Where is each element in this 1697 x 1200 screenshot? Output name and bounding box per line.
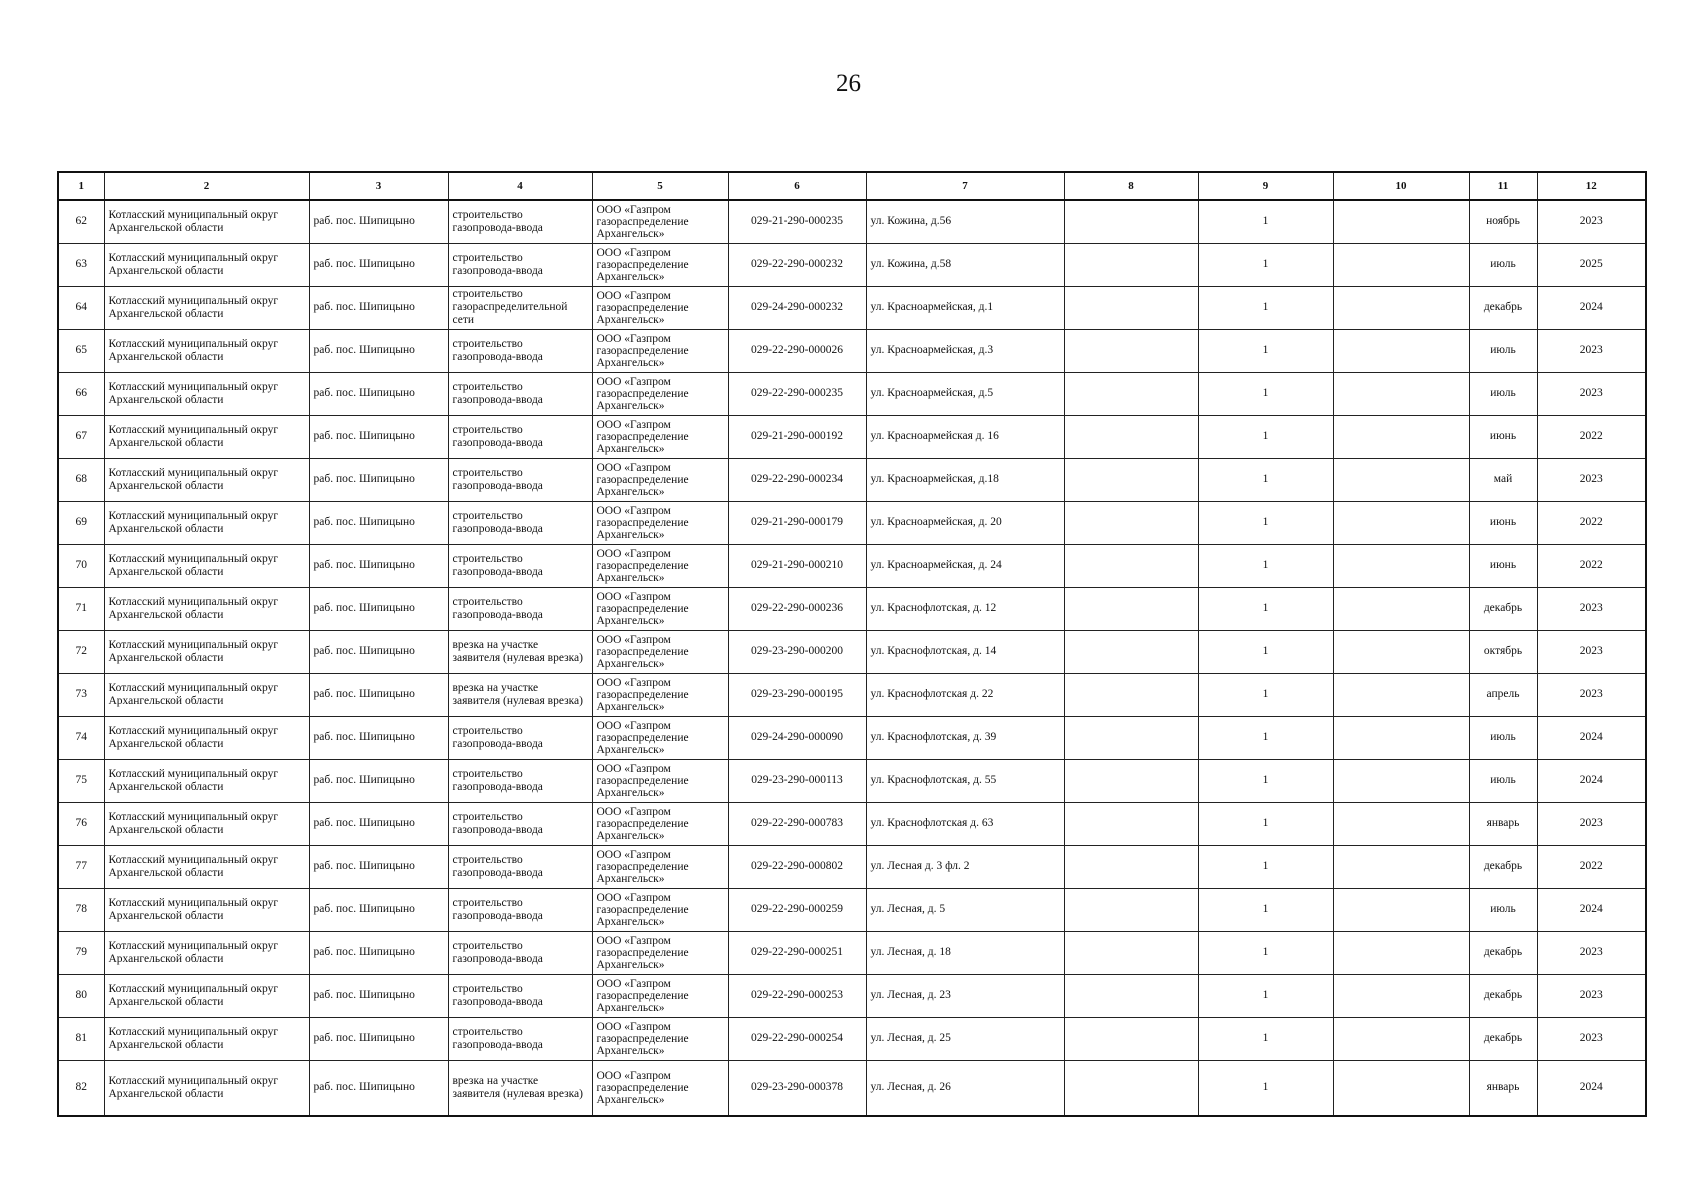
table-cell-col-7: ул. Краснофлотская д. 22	[866, 673, 1064, 716]
table-cell-col-4: строительство газопровода-ввода	[448, 802, 592, 845]
table-cell-col-4: врезка на участке заявителя (нулевая врезка)	[448, 1060, 592, 1116]
table-cell-col-8	[1064, 415, 1198, 458]
table-cell-col-4: строительство газопровода-ввода	[448, 329, 592, 372]
table-cell-col-5: ООО «Газпром газораспределение Архангельск»	[592, 1060, 728, 1116]
table-cell-col-9: 1	[1198, 931, 1333, 974]
table-cell-col-12: 2024	[1537, 888, 1646, 931]
table-cell-col-9: 1	[1198, 415, 1333, 458]
table-cell-col-12: 2023	[1537, 974, 1646, 1017]
table-cell-col-6: 029-23-290-000195	[728, 673, 866, 716]
table-cell-col-1: 67	[58, 415, 104, 458]
table-cell-col-10	[1333, 630, 1469, 673]
table-cell-col-4: строительство газопровода-ввода	[448, 974, 592, 1017]
table-cell-col-8	[1064, 630, 1198, 673]
table-cell-col-1: 74	[58, 716, 104, 759]
table-cell-col-5: ООО «Газпром газораспределение Архангельск»	[592, 802, 728, 845]
table-cell-col-6: 029-22-290-000234	[728, 458, 866, 501]
table-row	[58, 1017, 1646, 1060]
table-row	[58, 888, 1646, 931]
table-cell-col-1: 76	[58, 802, 104, 845]
table-cell-col-11: июль	[1469, 888, 1537, 931]
table-cell-col-7: ул. Лесная, д. 23	[866, 974, 1064, 1017]
table-cell-col-1: 82	[58, 1060, 104, 1116]
table-cell-col-5: ООО «Газпром газораспределение Архангельск»	[592, 372, 728, 415]
table-cell-col-2: Котласский муниципальный округ Архангельской области	[104, 286, 309, 329]
table-cell-col-12: 2023	[1537, 372, 1646, 415]
table-cell-col-3: раб. пос. Шипицыно	[309, 845, 448, 888]
table-cell-col-10	[1333, 1017, 1469, 1060]
table-cell-col-2: Котласский муниципальный округ Архангельской области	[104, 759, 309, 802]
table-cell-col-8	[1064, 372, 1198, 415]
column-header-6: 6	[728, 172, 866, 200]
table-cell-col-11: июль	[1469, 372, 1537, 415]
table-row	[58, 802, 1646, 845]
table-cell-col-4: строительство газораспределительной сети	[448, 286, 592, 329]
table-cell-col-7: ул. Краснофлотская, д. 55	[866, 759, 1064, 802]
table-cell-col-2: Котласский муниципальный округ Архангельской области	[104, 1060, 309, 1116]
table-cell-col-9: 1	[1198, 845, 1333, 888]
table-cell-col-11: декабрь	[1469, 286, 1537, 329]
table-row	[58, 458, 1646, 501]
table-cell-col-3: раб. пос. Шипицыно	[309, 673, 448, 716]
table-cell-col-6: 029-22-290-000802	[728, 845, 866, 888]
table-cell-col-8	[1064, 1060, 1198, 1116]
table-row	[58, 329, 1646, 372]
table-cell-col-6: 029-21-290-000179	[728, 501, 866, 544]
column-header-1: 1	[58, 172, 104, 200]
table-cell-col-3: раб. пос. Шипицыно	[309, 200, 448, 243]
table-cell-col-3: раб. пос. Шипицыно	[309, 630, 448, 673]
table-cell-col-6: 029-22-290-000026	[728, 329, 866, 372]
table-row	[58, 931, 1646, 974]
table-cell-col-8	[1064, 888, 1198, 931]
table-cell-col-4: строительство газопровода-ввода	[448, 501, 592, 544]
table-cell-col-2: Котласский муниципальный округ Архангельской области	[104, 501, 309, 544]
table-cell-col-8	[1064, 931, 1198, 974]
table-cell-col-2: Котласский муниципальный округ Архангельской области	[104, 415, 309, 458]
table-cell-col-7: ул. Лесная д. 3 фл. 2	[866, 845, 1064, 888]
table-cell-col-5: ООО «Газпром газораспределение Архангельск»	[592, 587, 728, 630]
table-cell-col-8	[1064, 458, 1198, 501]
table-cell-col-12: 2024	[1537, 286, 1646, 329]
table-cell-col-6: 029-22-290-000235	[728, 372, 866, 415]
table-cell-col-9: 1	[1198, 1060, 1333, 1116]
table-cell-col-8	[1064, 587, 1198, 630]
table-cell-col-7: ул. Лесная, д. 25	[866, 1017, 1064, 1060]
table-cell-col-10	[1333, 286, 1469, 329]
table-cell-col-6: 029-22-290-000251	[728, 931, 866, 974]
table-row	[58, 759, 1646, 802]
table-cell-col-1: 71	[58, 587, 104, 630]
column-header-8: 8	[1064, 172, 1198, 200]
table-cell-col-4: строительство газопровода-ввода	[448, 931, 592, 974]
table-cell-col-3: раб. пос. Шипицыно	[309, 501, 448, 544]
table-cell-col-9: 1	[1198, 759, 1333, 802]
table-cell-col-7: ул. Краснофлотская, д. 14	[866, 630, 1064, 673]
table-cell-col-5: ООО «Газпром газораспределение Архангельск»	[592, 501, 728, 544]
table-cell-col-7: ул. Краснофлотская д. 63	[866, 802, 1064, 845]
table-cell-col-2: Котласский муниципальный округ Архангельской области	[104, 329, 309, 372]
table-row	[58, 372, 1646, 415]
table-cell-col-6: 029-22-290-000253	[728, 974, 866, 1017]
table-cell-col-3: раб. пос. Шипицыно	[309, 974, 448, 1017]
table-cell-col-4: строительство газопровода-ввода	[448, 888, 592, 931]
table-cell-col-6: 029-22-290-000783	[728, 802, 866, 845]
table-cell-col-10	[1333, 200, 1469, 243]
table-row	[58, 243, 1646, 286]
table-cell-col-3: раб. пос. Шипицыно	[309, 458, 448, 501]
table-cell-col-12: 2024	[1537, 759, 1646, 802]
table-cell-col-2: Котласский муниципальный округ Архангельской области	[104, 372, 309, 415]
table-cell-col-11: июнь	[1469, 501, 1537, 544]
table-cell-col-12: 2024	[1537, 1060, 1646, 1116]
column-header-3: 3	[309, 172, 448, 200]
table-cell-col-1: 65	[58, 329, 104, 372]
table-cell-col-9: 1	[1198, 673, 1333, 716]
table-cell-col-1: 80	[58, 974, 104, 1017]
table-cell-col-7: ул. Красноармейская, д. 24	[866, 544, 1064, 587]
table-cell-col-12: 2024	[1537, 716, 1646, 759]
table-cell-col-11: декабрь	[1469, 845, 1537, 888]
table-cell-col-7: ул. Красноармейская, д.1	[866, 286, 1064, 329]
table-cell-col-11: декабрь	[1469, 931, 1537, 974]
table-cell-col-3: раб. пос. Шипицыно	[309, 544, 448, 587]
table-cell-col-12: 2023	[1537, 673, 1646, 716]
table-cell-col-1: 70	[58, 544, 104, 587]
column-header-4: 4	[448, 172, 592, 200]
table-cell-col-4: строительство газопровода-ввода	[448, 372, 592, 415]
table-cell-col-9: 1	[1198, 286, 1333, 329]
table-cell-col-4: строительство газопровода-ввода	[448, 458, 592, 501]
table-cell-col-6: 029-21-290-000235	[728, 200, 866, 243]
table-cell-col-7: ул. Кожина, д.58	[866, 243, 1064, 286]
table-cell-col-12: 2023	[1537, 931, 1646, 974]
table-row	[58, 286, 1646, 329]
table-cell-col-3: раб. пос. Шипицыно	[309, 415, 448, 458]
table-cell-col-9: 1	[1198, 974, 1333, 1017]
table-cell-col-4: строительство газопровода-ввода	[448, 415, 592, 458]
table-cell-col-2: Котласский муниципальный округ Архангельской области	[104, 544, 309, 587]
column-header-10: 10	[1333, 172, 1469, 200]
table-cell-col-6: 029-23-290-000200	[728, 630, 866, 673]
table-cell-col-1: 78	[58, 888, 104, 931]
table-cell-col-12: 2022	[1537, 501, 1646, 544]
table-cell-col-9: 1	[1198, 501, 1333, 544]
table-cell-col-8	[1064, 974, 1198, 1017]
table-row	[58, 974, 1646, 1017]
table-row	[58, 1060, 1646, 1116]
table-cell-col-5: ООО «Газпром газораспределение Архангельск»	[592, 716, 728, 759]
table-cell-col-10	[1333, 673, 1469, 716]
table-cell-col-9: 1	[1198, 802, 1333, 845]
table-cell-col-8	[1064, 501, 1198, 544]
table-cell-col-1: 75	[58, 759, 104, 802]
table-cell-col-4: врезка на участке заявителя (нулевая врезка)	[448, 673, 592, 716]
column-header-5: 5	[592, 172, 728, 200]
table-cell-col-3: раб. пос. Шипицыно	[309, 1017, 448, 1060]
table-cell-col-6: 029-23-290-000113	[728, 759, 866, 802]
table-cell-col-7: ул. Лесная, д. 18	[866, 931, 1064, 974]
table-cell-col-1: 64	[58, 286, 104, 329]
table-cell-col-4: строительство газопровода-ввода	[448, 587, 592, 630]
table-cell-col-3: раб. пос. Шипицыно	[309, 759, 448, 802]
table-cell-col-5: ООО «Газпром газораспределение Архангельск»	[592, 759, 728, 802]
table-cell-col-11: май	[1469, 458, 1537, 501]
table-cell-col-12: 2023	[1537, 630, 1646, 673]
table-cell-col-9: 1	[1198, 888, 1333, 931]
table-cell-col-12: 2023	[1537, 802, 1646, 845]
table-cell-col-12: 2023	[1537, 200, 1646, 243]
table-cell-col-2: Котласский муниципальный округ Архангельской области	[104, 1017, 309, 1060]
table-cell-col-12: 2023	[1537, 1017, 1646, 1060]
table-cell-col-1: 68	[58, 458, 104, 501]
table-cell-col-2: Котласский муниципальный округ Архангельской области	[104, 802, 309, 845]
table-cell-col-5: ООО «Газпром газораспределение Архангельск»	[592, 630, 728, 673]
table-cell-col-11: октябрь	[1469, 630, 1537, 673]
table-cell-col-3: раб. пос. Шипицыно	[309, 888, 448, 931]
table-cell-col-1: 79	[58, 931, 104, 974]
table-row	[58, 415, 1646, 458]
table-cell-col-7: ул. Красноармейская д. 16	[866, 415, 1064, 458]
table-cell-col-10	[1333, 931, 1469, 974]
table-cell-col-7: ул. Краснофлотская, д. 12	[866, 587, 1064, 630]
table-cell-col-9: 1	[1198, 716, 1333, 759]
table-cell-col-10	[1333, 759, 1469, 802]
table-cell-col-8	[1064, 200, 1198, 243]
table-cell-col-3: раб. пос. Шипицыно	[309, 372, 448, 415]
table-cell-col-10	[1333, 544, 1469, 587]
table-cell-col-8	[1064, 243, 1198, 286]
table-cell-col-11: декабрь	[1469, 587, 1537, 630]
table-row	[58, 630, 1646, 673]
gasification-register-table	[57, 171, 1647, 1117]
table-cell-col-7: ул. Краснофлотская, д. 39	[866, 716, 1064, 759]
table-cell-col-7: ул. Красноармейская, д.3	[866, 329, 1064, 372]
table-cell-col-9: 1	[1198, 587, 1333, 630]
table-cell-col-12: 2025	[1537, 243, 1646, 286]
table-cell-col-2: Котласский муниципальный округ Архангельской области	[104, 200, 309, 243]
table-cell-col-9: 1	[1198, 630, 1333, 673]
table-row	[58, 587, 1646, 630]
table-cell-col-3: раб. пос. Шипицыно	[309, 243, 448, 286]
table-cell-col-4: врезка на участке заявителя (нулевая врезка)	[448, 630, 592, 673]
table-body	[58, 200, 1646, 1116]
column-header-2: 2	[104, 172, 309, 200]
table-cell-col-3: раб. пос. Шипицыно	[309, 329, 448, 372]
table-cell-col-8	[1064, 1017, 1198, 1060]
table-cell-col-6: 029-24-290-000090	[728, 716, 866, 759]
table-cell-col-10	[1333, 845, 1469, 888]
table-cell-col-5: ООО «Газпром газораспределение Архангельск»	[592, 544, 728, 587]
table-cell-col-1: 77	[58, 845, 104, 888]
table-cell-col-12: 2023	[1537, 587, 1646, 630]
table-cell-col-9: 1	[1198, 329, 1333, 372]
table-cell-col-6: 029-24-290-000232	[728, 286, 866, 329]
table-cell-col-10	[1333, 802, 1469, 845]
table-cell-col-11: апрель	[1469, 673, 1537, 716]
table-cell-col-5: ООО «Газпром газораспределение Архангельск»	[592, 845, 728, 888]
table-cell-col-2: Котласский муниципальный округ Архангельской области	[104, 243, 309, 286]
table-cell-col-2: Котласский муниципальный округ Архангельской области	[104, 673, 309, 716]
table-cell-col-8	[1064, 845, 1198, 888]
table-cell-col-8	[1064, 802, 1198, 845]
table-cell-col-6: 029-22-290-000236	[728, 587, 866, 630]
table-cell-col-1: 66	[58, 372, 104, 415]
table-row	[58, 200, 1646, 243]
table-cell-col-10	[1333, 415, 1469, 458]
table-cell-col-11: июль	[1469, 716, 1537, 759]
page-number: 26	[836, 70, 861, 97]
table-cell-col-3: раб. пос. Шипицыно	[309, 802, 448, 845]
table-cell-col-5: ООО «Газпром газораспределение Архангельск»	[592, 974, 728, 1017]
table-cell-col-3: раб. пос. Шипицыно	[309, 286, 448, 329]
table-cell-col-8	[1064, 329, 1198, 372]
table-cell-col-4: строительство газопровода-ввода	[448, 544, 592, 587]
table-cell-col-11: январь	[1469, 1060, 1537, 1116]
table-cell-col-8	[1064, 544, 1198, 587]
table-cell-col-2: Котласский муниципальный округ Архангельской области	[104, 974, 309, 1017]
table-cell-col-4: строительство газопровода-ввода	[448, 845, 592, 888]
table-cell-col-11: июль	[1469, 329, 1537, 372]
table-cell-col-4: строительство газопровода-ввода	[448, 759, 592, 802]
table-row	[58, 544, 1646, 587]
table-cell-col-9: 1	[1198, 544, 1333, 587]
table-cell-col-2: Котласский муниципальный округ Архангельской области	[104, 587, 309, 630]
table-cell-col-12: 2023	[1537, 329, 1646, 372]
table-cell-col-10	[1333, 716, 1469, 759]
table-cell-col-1: 62	[58, 200, 104, 243]
table-cell-col-11: декабрь	[1469, 974, 1537, 1017]
table-cell-col-2: Котласский муниципальный округ Архангельской области	[104, 716, 309, 759]
table-cell-col-6: 029-23-290-000378	[728, 1060, 866, 1116]
table-cell-col-10	[1333, 974, 1469, 1017]
table-cell-col-4: строительство газопровода-ввода	[448, 243, 592, 286]
table-cell-col-5: ООО «Газпром газораспределение Архангельск»	[592, 888, 728, 931]
column-header-7: 7	[866, 172, 1064, 200]
table-cell-col-5: ООО «Газпром газораспределение Архангельск»	[592, 286, 728, 329]
header-row	[58, 172, 1646, 200]
table-row	[58, 673, 1646, 716]
table-cell-col-2: Котласский муниципальный округ Архангельской области	[104, 845, 309, 888]
table-cell-col-10	[1333, 888, 1469, 931]
table-cell-col-4: строительство газопровода-ввода	[448, 200, 592, 243]
table-cell-col-10	[1333, 587, 1469, 630]
table-cell-col-5: ООО «Газпром газораспределение Архангельск»	[592, 673, 728, 716]
table-cell-col-4: строительство газопровода-ввода	[448, 716, 592, 759]
table-cell-col-9: 1	[1198, 1017, 1333, 1060]
table-cell-col-3: раб. пос. Шипицыно	[309, 716, 448, 759]
table-cell-col-5: ООО «Газпром газораспределение Архангельск»	[592, 458, 728, 501]
table-cell-col-6: 029-22-290-000254	[728, 1017, 866, 1060]
table-cell-col-3: раб. пос. Шипицыно	[309, 587, 448, 630]
table-cell-col-10	[1333, 329, 1469, 372]
table-cell-col-10	[1333, 501, 1469, 544]
table-cell-col-1: 72	[58, 630, 104, 673]
table-row	[58, 716, 1646, 759]
table-cell-col-5: ООО «Газпром газораспределение Архангельск»	[592, 1017, 728, 1060]
table-cell-col-11: июнь	[1469, 415, 1537, 458]
table-cell-col-8	[1064, 716, 1198, 759]
table-cell-col-11: ноябрь	[1469, 200, 1537, 243]
table-cell-col-7: ул. Лесная, д. 26	[866, 1060, 1064, 1116]
table-cell-col-11: июль	[1469, 759, 1537, 802]
table-cell-col-6: 029-22-290-000232	[728, 243, 866, 286]
table-cell-col-10	[1333, 1060, 1469, 1116]
table-cell-col-8	[1064, 286, 1198, 329]
table-cell-col-6: 029-22-290-000259	[728, 888, 866, 931]
column-header-9: 9	[1198, 172, 1333, 200]
table-cell-col-5: ООО «Газпром газораспределение Архангельск»	[592, 243, 728, 286]
table-cell-col-5: ООО «Газпром газораспределение Архангельск»	[592, 415, 728, 458]
table-cell-col-12: 2022	[1537, 544, 1646, 587]
table-cell-col-10	[1333, 372, 1469, 415]
table-cell-col-6: 029-21-290-000210	[728, 544, 866, 587]
table-cell-col-6: 029-21-290-000192	[728, 415, 866, 458]
table-row	[58, 845, 1646, 888]
table-cell-col-1: 73	[58, 673, 104, 716]
table-cell-col-9: 1	[1198, 458, 1333, 501]
table-cell-col-2: Котласский муниципальный округ Архангельской области	[104, 931, 309, 974]
table-cell-col-2: Котласский муниципальный округ Архангельской области	[104, 630, 309, 673]
table-cell-col-7: ул. Красноармейская, д. 20	[866, 501, 1064, 544]
table-cell-col-1: 63	[58, 243, 104, 286]
table-cell-col-2: Котласский муниципальный округ Архангельской области	[104, 458, 309, 501]
table-cell-col-11: июль	[1469, 243, 1537, 286]
table-cell-col-11: июнь	[1469, 544, 1537, 587]
table-cell-col-12: 2023	[1537, 458, 1646, 501]
table-cell-col-11: декабрь	[1469, 1017, 1537, 1060]
table-cell-col-9: 1	[1198, 200, 1333, 243]
table-cell-col-9: 1	[1198, 372, 1333, 415]
table-cell-col-8	[1064, 673, 1198, 716]
table-cell-col-1: 69	[58, 501, 104, 544]
table-cell-col-7: ул. Кожина, д.56	[866, 200, 1064, 243]
table-cell-col-11: январь	[1469, 802, 1537, 845]
table-cell-col-1: 81	[58, 1017, 104, 1060]
table-cell-col-12: 2022	[1537, 415, 1646, 458]
table-cell-col-3: раб. пос. Шипицыно	[309, 931, 448, 974]
table-cell-col-8	[1064, 759, 1198, 802]
table-cell-col-5: ООО «Газпром газораспределение Архангельск»	[592, 931, 728, 974]
table-cell-col-7: ул. Лесная, д. 5	[866, 888, 1064, 931]
column-header-11: 11	[1469, 172, 1537, 200]
table-cell-col-10	[1333, 458, 1469, 501]
table-cell-col-2: Котласский муниципальный округ Архангельской области	[104, 888, 309, 931]
table-cell-col-12: 2022	[1537, 845, 1646, 888]
table-cell-col-3: раб. пос. Шипицыно	[309, 1060, 448, 1116]
table-cell-col-10	[1333, 243, 1469, 286]
column-header-12: 12	[1537, 172, 1646, 200]
table-cell-col-4: строительство газопровода-ввода	[448, 1017, 592, 1060]
table-cell-col-7: ул. Красноармейская, д.18	[866, 458, 1064, 501]
table-cell-col-9: 1	[1198, 243, 1333, 286]
table-row	[58, 501, 1646, 544]
table-cell-col-7: ул. Красноармейская, д.5	[866, 372, 1064, 415]
table-cell-col-5: ООО «Газпром газораспределение Архангельск»	[592, 200, 728, 243]
table-cell-col-5: ООО «Газпром газораспределение Архангельск»	[592, 329, 728, 372]
